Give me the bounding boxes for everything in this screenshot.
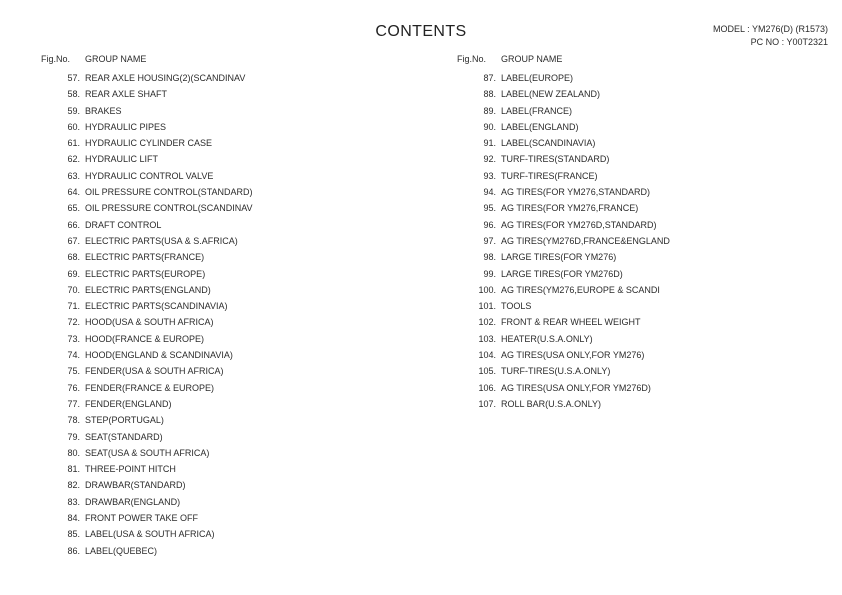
contents-entry-group-name: LABEL(NEW ZEALAND) [501,89,601,100]
contents-entry-number: 82. [67,480,80,491]
contents-entry[interactable] [457,282,670,298]
contents-entry[interactable] [41,70,253,86]
contents-entry-group-name: LABEL(SCANDINAVIA) [501,138,596,149]
column-header-group-name: GROUP NAME [501,54,563,64]
contents-entry[interactable] [41,510,253,526]
contents-entry-number: 80. [67,447,80,458]
contents-entry-group-name: DRAWBAR(ENGLAND) [85,496,181,507]
contents-entry-number: 105. [478,366,496,377]
contents-entry-number: 90. [483,121,496,132]
contents-entry[interactable] [41,135,253,151]
contents-entry-number: 99. [483,268,496,279]
contents-entry-number: 68. [67,252,80,263]
contents-entry[interactable] [41,543,253,559]
contents-entry[interactable] [41,494,253,510]
contents-entry-group-name: AG TIRES(USA ONLY,FOR YM276D) [501,382,651,393]
contents-entry[interactable] [41,298,253,314]
contents-entry[interactable] [457,380,670,396]
contents-entry[interactable] [457,249,670,265]
contents-entry-group-name: HEATER(U.S.A.ONLY) [501,333,593,344]
contents-column-right [457,54,670,412]
contents-entry-number: 71. [67,301,80,312]
contents-entry-number: 87. [483,73,496,83]
contents-entry[interactable] [41,217,253,233]
contents-entry[interactable] [41,103,253,119]
contents-entry-group-name: ELECTRIC PARTS(SCANDINAVIA) [85,301,228,312]
document-meta [713,23,828,49]
contents-entry-number: 89. [483,105,496,116]
model-number: MODEL : YM276(D) (R1573) [712,24,828,34]
contents-entry-group-name: AG TIRES(YM276,EUROPE & SCANDI [501,284,660,295]
contents-entry-number: 107. [478,398,496,409]
column-header-fig-no: Fig.No. [457,54,487,64]
contents-entry[interactable] [41,119,253,135]
contents-entry[interactable] [457,70,670,86]
contents-entry-number: 95. [483,203,496,214]
contents-entry-group-name: THREE-POINT HITCH [85,464,176,475]
contents-entry-number: 84. [67,513,80,524]
contents-entry[interactable] [41,363,253,379]
contents-entry-number: 59. [67,105,80,116]
contents-entry-number: 101. [478,301,496,312]
contents-entry-number: 96. [483,219,496,230]
contents-entry-group-name: TURF-TIRES(U.S.A.ONLY) [501,366,611,377]
contents-entry[interactable] [457,151,670,167]
contents-entry-number: 78. [67,415,80,426]
contents-entry-group-name: TURF-TIRES(STANDARD) [501,154,610,165]
pc-number: PC NO : Y00T2321 [750,37,828,47]
contents-entry[interactable] [41,445,253,461]
contents-entry[interactable] [457,200,670,216]
contents-entry-group-name: HOOD(ENGLAND & SCANDINAVIA) [85,350,233,361]
contents-entry[interactable] [41,184,253,200]
column-header [41,54,253,70]
contents-entry[interactable] [41,380,253,396]
contents-entry-group-name: ELECTRIC PARTS(ENGLAND) [85,284,211,295]
contents-entry-number: 100. [478,284,496,295]
contents-entry[interactable] [457,347,670,363]
contents-entry-group-name: HYDRAULIC CYLINDER CASE [85,138,213,149]
contents-entry-group-name: FENDER(FRANCE & EUROPE) [85,382,215,393]
contents-entry-number: 62. [67,154,80,165]
contents-entry[interactable] [457,217,670,233]
contents-entry-number: 76. [67,382,80,393]
contents-entry-group-name: FRONT & REAR WHEEL WEIGHT [501,317,641,328]
contents-entry-number: 104. [478,350,496,361]
contents-entry[interactable] [41,151,253,167]
contents-entry-number: 74. [67,350,80,361]
contents-entry-group-name: ELECTRIC PARTS(EUROPE) [85,268,206,279]
contents-entry-group-name: DRAWBAR(STANDARD) [85,480,186,491]
contents-entry-group-name: LABEL(FRANCE) [501,105,573,116]
contents-entry-group-name: AG TIRES(YM276D,FRANCE&ENGLAND [501,235,670,246]
contents-entry[interactable] [41,266,253,282]
contents-entry[interactable] [41,477,253,493]
contents-entry[interactable] [41,461,253,477]
contents-entry[interactable] [457,119,670,135]
contents-entry-group-name: FENDER(ENGLAND) [85,398,172,409]
contents-entry-number: 70. [67,284,80,295]
contents-entry-group-name: HYDRAULIC LIFT [85,154,159,165]
contents-entry-number: 58. [67,89,80,100]
contents-entry-group-name: HYDRAULIC PIPES [85,121,167,132]
contents-entry[interactable] [41,168,253,184]
column-header-fig-no: Fig.No. [41,54,71,64]
contents-entry-number: 88. [483,89,496,100]
contents-entry-number: 81. [67,464,80,475]
contents-entry-number: 106. [478,382,496,393]
contents-entry-number: 103. [478,333,496,344]
contents-entry-group-name: AG TIRES(FOR YM276,STANDARD) [501,187,651,198]
contents-entry-number: 65. [67,203,80,214]
contents-entry-number: 86. [67,545,80,556]
column-header [457,54,670,70]
contents-entry-number: 67. [67,235,80,246]
contents-entry-group-name: SEAT(STANDARD) [85,431,163,442]
contents-entry-group-name: LABEL(USA & SOUTH AFRICA) [85,529,215,540]
contents-entry-group-name: AG TIRES(FOR YM276,FRANCE) [501,203,639,214]
contents-entry-group-name: TOOLS [501,301,532,312]
contents-entry[interactable] [457,184,670,200]
contents-entry[interactable] [41,86,253,102]
contents-entry-group-name: FRONT POWER TAKE OFF [85,513,199,524]
contents-entry[interactable] [457,396,670,412]
contents-entry-group-name: ELECTRIC PARTS(FRANCE) [85,252,205,263]
contents-entry-number: 73. [67,333,80,344]
contents-entry-list [457,70,670,412]
contents-entry[interactable] [457,314,670,330]
contents-entry-group-name: REAR AXLE SHAFT [85,89,168,100]
contents-entry[interactable] [41,396,253,412]
contents-entry[interactable] [41,429,253,445]
contents-entry-number: 92. [483,154,496,165]
contents-entry-group-name: SEAT(USA & SOUTH AFRICA) [85,447,210,458]
page-title: CONTENTS [375,23,467,40]
contents-entry[interactable] [457,363,670,379]
column-header-group-name: GROUP NAME [85,54,147,64]
contents-entry[interactable] [457,103,670,119]
contents-entry-number: 94. [483,187,496,198]
contents-entry-group-name: LABEL(ENGLAND) [501,121,579,132]
contents-entry-number: 97. [483,235,496,246]
contents-column-left [41,54,253,559]
contents-entry[interactable] [41,249,253,265]
contents-entry-number: 91. [483,138,496,149]
contents-entry-group-name: OIL PRESSURE CONTROL(SCANDINAV [85,203,253,214]
contents-entry-number: 85. [67,529,80,540]
contents-entry-group-name: LABEL(QUEBEC) [85,545,158,556]
contents-entry-number: 83. [67,496,80,507]
contents-entry-number: 66. [67,219,80,230]
contents-entry-group-name: STEP(PORTUGAL) [85,415,164,426]
contents-entry-group-name: HOOD(USA & SOUTH AFRICA) [85,317,214,328]
contents-entry-number: 77. [67,398,80,409]
contents-entry-number: 93. [483,170,496,181]
contents-entry-group-name: FENDER(USA & SOUTH AFRICA) [85,366,224,377]
contents-entry-number: 64. [67,187,80,198]
contents-entry-group-name: DRAFT CONTROL [85,219,162,230]
contents-entry-number: 69. [67,268,80,279]
contents-entry[interactable] [457,266,670,282]
contents-entry[interactable] [457,135,670,151]
contents-entry[interactable] [41,233,253,249]
contents-entry-number: 98. [483,252,496,263]
contents-entry-group-name: LARGE TIRES(FOR YM276) [501,252,617,263]
contents-entry-group-name: ROLL BAR(U.S.A.ONLY) [501,398,602,409]
contents-entry-number: 75. [67,366,80,377]
contents-entry-number: 61. [67,138,80,149]
contents-entry-number: 79. [67,431,80,442]
contents-entry-number: 60. [67,121,80,132]
contents-entry-group-name: LARGE TIRES(FOR YM276D) [501,268,623,279]
contents-entry[interactable] [41,347,253,363]
contents-entry[interactable] [457,86,670,102]
contents-entry-group-name: AG TIRES(USA ONLY,FOR YM276) [501,350,645,361]
contents-entry-number: 102. [478,317,496,328]
contents-entry[interactable] [41,314,253,330]
contents-entry[interactable] [457,233,670,249]
contents-entry-list [41,70,253,559]
contents-entry-group-name: AG TIRES(FOR YM276D,STANDARD) [501,219,657,230]
contents-entry[interactable] [457,331,670,347]
contents-entry[interactable] [457,298,670,314]
contents-entry-group-name: TURF-TIRES(FRANCE) [501,170,598,181]
contents-entry[interactable] [457,168,670,184]
contents-entry-group-name: ELECTRIC PARTS(USA & S.AFRICA) [85,235,238,246]
contents-entry-group-name: OIL PRESSURE CONTROL(STANDARD) [85,187,253,198]
contents-entry-number: 63. [67,170,80,181]
contents-entry-group-name: REAR AXLE HOUSING(2)(SCANDINAV [85,73,246,83]
contents-entry[interactable] [41,331,253,347]
contents-entry-group-name: LABEL(EUROPE) [501,73,574,83]
contents-entry-number: 72. [67,317,80,328]
contents-entry-number: 57. [67,73,80,83]
contents-entry-group-name: HYDRAULIC CONTROL VALVE [85,170,214,181]
contents-entry-group-name: HOOD(FRANCE & EUROPE) [85,333,205,344]
contents-entry[interactable] [41,412,253,428]
contents-entry[interactable] [41,282,253,298]
contents-entry[interactable] [41,200,253,216]
contents-entry[interactable] [41,526,253,542]
contents-entry-group-name: BRAKES [85,105,122,116]
